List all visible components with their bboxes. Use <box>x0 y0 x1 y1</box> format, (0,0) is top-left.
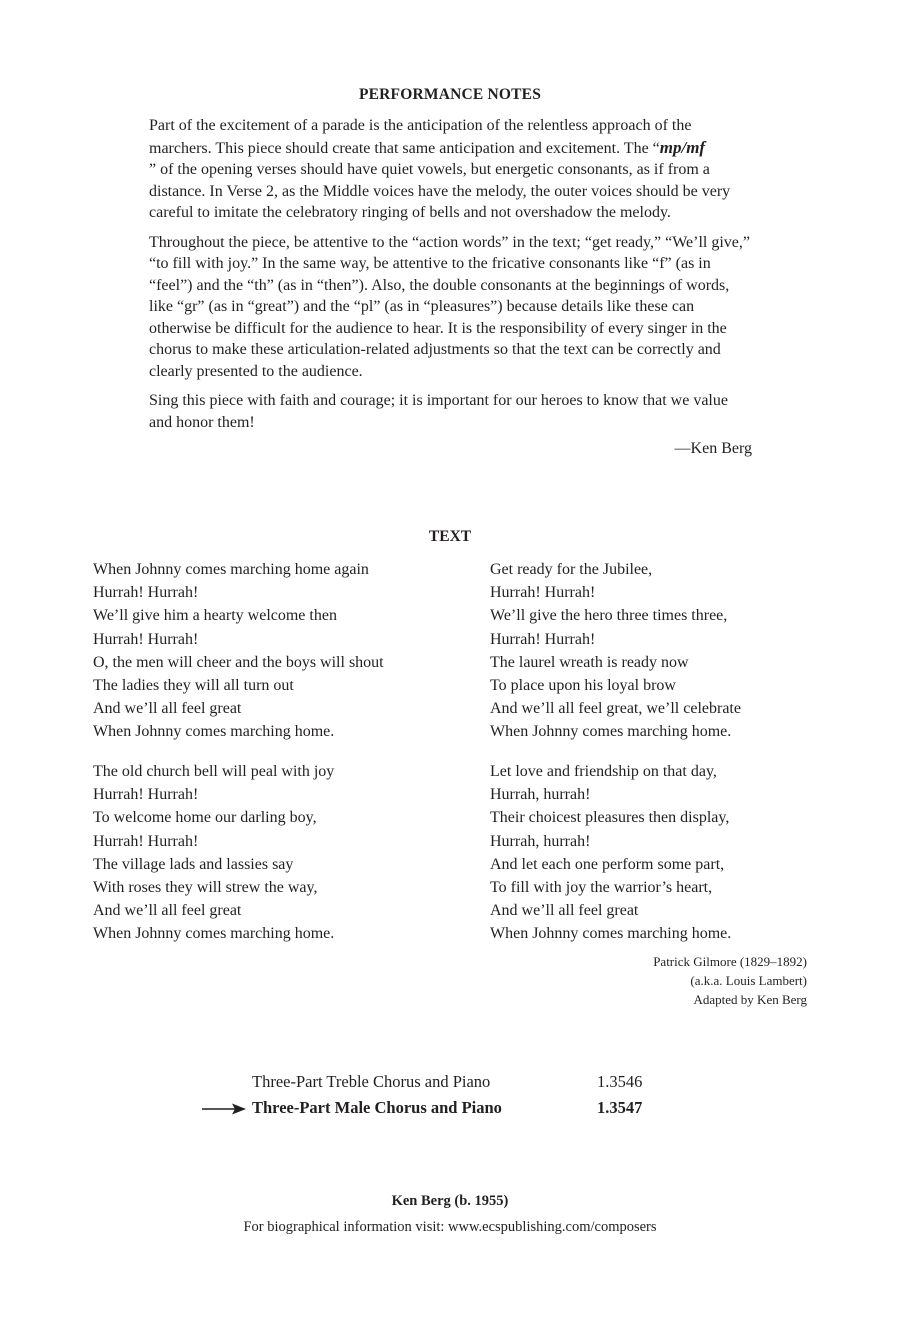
attribution-line: Patrick Gilmore (1829–1892) <box>653 954 807 969</box>
composer-credit: Ken Berg (b. 1955) <box>391 1193 509 1209</box>
performance-notes-title: PERFORMANCE NOTES <box>358 86 542 103</box>
lyric-line: When Johnny comes marching home. <box>490 925 732 943</box>
lyric-line: Hurrah! Hurrah! <box>93 832 199 850</box>
verse-4 <box>490 760 830 946</box>
text-attribution <box>653 952 807 1009</box>
edition-number: 1.3546 <box>597 1072 643 1091</box>
edition-row-current <box>252 1098 672 1124</box>
lyric-line: The village lads and lassies say <box>93 855 294 873</box>
lyric-line: And we’ll all feel great <box>93 700 242 718</box>
lyric-line: We’ll give the hero three times three, <box>490 607 728 625</box>
lyric-line: To welcome home our darling boy, <box>93 809 317 827</box>
lyric-line: O, the men will cheer and the boys will shout <box>93 653 384 671</box>
lyric-line: When Johnny comes marching home. <box>490 723 732 741</box>
edition-number: 1.3547 <box>597 1098 643 1117</box>
lyric-line: When Johnny comes marching home. <box>93 723 335 741</box>
arrow-right-icon <box>202 1102 246 1116</box>
lyric-line: To fill with joy the warrior’s heart, <box>490 879 713 897</box>
lyric-line: And we’ll all feel great <box>490 902 639 920</box>
verse-1 <box>93 558 433 744</box>
lyric-line: And we’ll all feel great <box>93 902 242 920</box>
notes-signature: —Ken Berg <box>674 440 752 457</box>
lyric-line: The ladies they will all turn out <box>93 677 294 695</box>
lyric-line: Hurrah! Hurrah! <box>93 786 199 804</box>
edition-row <box>252 1072 672 1098</box>
lyric-line: Hurrah, hurrah! <box>490 786 591 804</box>
lyric-line: With roses they will strew the way, <box>93 879 318 897</box>
text-section-title: TEXT <box>428 528 472 545</box>
lyric-line: Hurrah! Hurrah! <box>490 630 596 648</box>
attribution-line: Adapted by Ken Berg <box>693 992 807 1007</box>
lyric-line: To place upon his loyal brow <box>490 677 676 695</box>
lyric-line: And let each one perform some part, <box>490 855 725 873</box>
notes-paragraph-3: Sing this piece with faith and courage; it is important for our heroes to know that we value and honor them! <box>149 392 728 431</box>
notes-paragraph-1 <box>149 115 753 224</box>
lyric-line: Their choicest pleasures then display, <box>490 809 730 827</box>
notes-paragraph-2: Throughout the piece, be attentive to the “action words” in the text; “get ready,” “We’ll give,” “to fill with joy.” In the same way, be attentive to the fricative consonants like “f” (as in “feel”) and the “th” (as in “then”). Also, the double consonants at the beginnings of words, like “gr” (as in “great”) and the “pl” (as in “pleasures”) because details like these can otherwise be difficult for the audience to hear. It is the responsibility of every singer in the chorus to make these articulation-related adjustments so that the text can be correctly and clearly presented to the audience. <box>149 233 750 380</box>
notes-p1-end: ” of the opening verses should have quiet vowels, but energetic consonants, as if from a distance. In Verse 2, as the Middle voices have the melody, the outer voices should be very careful to imitate the celebratory ringing of bells and not overshadow the melody. <box>149 161 731 221</box>
lyric-line: Hurrah! Hurrah! <box>93 630 199 648</box>
lyric-line: Let love and friendship on that day, <box>490 763 717 780</box>
lyric-line: The laurel wreath is ready now <box>490 653 689 671</box>
lyric-line: The old church bell will peal with joy <box>93 763 335 780</box>
lyric-line: Hurrah! Hurrah! <box>93 584 199 602</box>
notes-p1-start: Part of the excitement of a parade is the anticipation of the relentless approach of the marchers. This piece should create that same anticipation and excitement. The “ <box>149 117 692 157</box>
editions-list <box>252 1072 672 1124</box>
lyric-line: Get ready for the Jubilee, <box>490 561 653 578</box>
performance-notes-body <box>149 115 753 441</box>
bio-link-text: For biographical information visit: www.ecspublishing.com/composers <box>243 1219 657 1235</box>
attribution-line: (a.k.a. Louis Lambert) <box>690 973 807 988</box>
lyric-line: Hurrah! Hurrah! <box>490 584 596 602</box>
lyric-line: When Johnny comes marching home. <box>93 925 335 943</box>
dynamic-marking: mp/mf <box>659 137 706 157</box>
lyric-line: When Johnny comes marching home again <box>93 561 369 578</box>
lyric-line: Hurrah, hurrah! <box>490 832 591 850</box>
lyric-line: And we’ll all feel great, we’ll celebrate <box>490 700 741 718</box>
edition-name: Three-Part Male Chorus and Piano <box>252 1098 502 1117</box>
verse-3 <box>490 558 830 744</box>
verse-2 <box>93 760 433 946</box>
lyric-line: We’ll give him a hearty welcome then <box>93 607 337 625</box>
edition-name: Three-Part Treble Chorus and Piano <box>252 1072 491 1091</box>
